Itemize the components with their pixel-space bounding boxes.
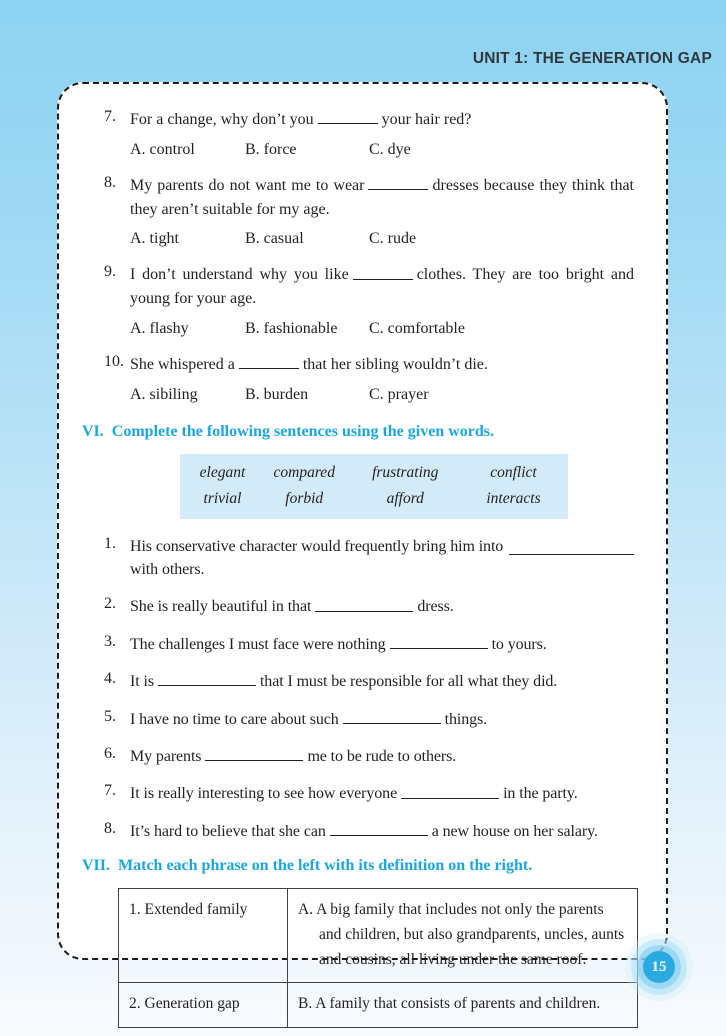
section-title: Match each phrase on the left with its definition on the right.	[118, 857, 533, 875]
phrase-cell: 1. Extended family	[119, 889, 288, 983]
word-bank-item: conflict	[490, 463, 537, 481]
blank-line	[368, 174, 428, 190]
match-table	[118, 888, 638, 1027]
vi-sentence-2	[104, 595, 634, 618]
sentence-number: 7.	[104, 782, 116, 800]
option-a: A. tight	[130, 230, 179, 248]
sentence-number: 2.	[104, 595, 116, 613]
section-vii-heading	[82, 857, 634, 875]
question-number: 7.	[104, 108, 116, 125]
word-bank-item: interacts	[486, 489, 541, 507]
option-a: A. sibiling	[130, 385, 198, 403]
sentence-text-pre: His conservative character would frequently bring him into	[130, 538, 504, 556]
sentence-text-post: that I must be responsible for all what they did.	[259, 673, 558, 691]
sentence-text-post: with others.	[130, 561, 205, 579]
option-c: C. rude	[369, 230, 417, 248]
mc-question-10	[104, 353, 634, 419]
blank-line	[239, 353, 299, 369]
option-b: B. casual	[245, 230, 304, 248]
phrase-cell: 2. Generation gap	[119, 983, 288, 1027]
mc-question-9	[104, 263, 634, 353]
question-text-pre: I don’t understand why you like	[130, 266, 349, 284]
section-vi-heading	[82, 423, 634, 441]
answer-options	[130, 141, 634, 159]
sentence-text-pre: My parents	[130, 748, 202, 766]
sentence-text-pre: It’s hard to believe that she can	[130, 822, 326, 840]
unit-header-title: UNIT 1: THE GENERATION GAP	[472, 50, 712, 67]
option-a: A. flashy	[130, 319, 189, 337]
section-number: VII.	[82, 857, 111, 875]
vi-sentence-5	[104, 708, 634, 731]
table-row	[119, 889, 638, 983]
blank-line	[158, 670, 256, 686]
blank-line	[343, 708, 441, 724]
word-bank-box	[180, 454, 568, 519]
question-text	[130, 108, 634, 132]
blank-line	[353, 263, 413, 279]
word-bank-item: frustrating	[372, 463, 439, 481]
question-text-post: clothes. They are too bright and young for your age.	[130, 266, 635, 308]
option-c: C. dye	[369, 140, 411, 158]
word-bank-item: compared	[273, 463, 335, 481]
question-number: 10.	[104, 352, 124, 370]
question-number: 9.	[104, 263, 116, 281]
page-number-badge: 15	[643, 951, 675, 983]
word-bank-item: forbid	[285, 489, 324, 507]
sentence-text-pre: She is really beautiful in that	[130, 598, 312, 616]
sentence-number: 6.	[104, 744, 116, 762]
blank-line	[205, 745, 303, 761]
blank-line	[509, 535, 634, 555]
blank-line	[330, 820, 428, 836]
sentence-text-post: in the party.	[503, 785, 578, 803]
question-text	[130, 353, 634, 377]
sentence-number: 5.	[104, 707, 116, 725]
question-text	[130, 174, 634, 222]
option-b: B. fashionable	[245, 319, 338, 337]
sentence-number: 8.	[104, 819, 116, 837]
question-text-pre: For a change, why don’t you	[130, 111, 314, 129]
sentence-text-post: dress.	[417, 598, 454, 616]
blank-line	[401, 782, 499, 798]
option-b: B. burden	[245, 385, 309, 403]
sentence-number: 3.	[104, 632, 116, 650]
section-title: Complete the following sentences using the given words.	[111, 422, 494, 440]
vi-sentence-4	[104, 670, 634, 693]
answer-options	[130, 320, 634, 338]
sentence-text-post: things.	[444, 710, 488, 728]
answer-options	[130, 230, 634, 248]
sentence-text-post: me to be rude to others.	[307, 748, 457, 766]
option-c: C. comfortable	[369, 319, 465, 337]
definition-text: A. A big family that includes not only the parents and children, but also grandparents, uncles, aunts and cousins, all living under the same roof.	[298, 901, 625, 969]
question-text-post: that her sibling wouldn’t die.	[302, 356, 488, 374]
question-text-post: dresses because they think that they aren’t suitable for my age.	[130, 177, 634, 218]
sentence-text-pre: It is	[130, 673, 154, 691]
blank-line	[315, 595, 413, 611]
definition-cell	[288, 889, 638, 983]
vi-sentence-8	[104, 820, 634, 843]
mc-question-7	[104, 108, 634, 174]
sentence-text-post: to yours.	[491, 636, 547, 653]
question-text	[130, 263, 634, 311]
question-text-post: your hair red?	[381, 111, 472, 129]
vi-sentence-6	[104, 745, 634, 768]
section-number: VI.	[82, 422, 104, 440]
answer-options	[130, 386, 634, 404]
table-row	[119, 983, 638, 1027]
sentence-text-pre: The challenges I must face were nothing	[130, 636, 386, 653]
vi-sentence-1	[104, 535, 634, 581]
question-text-pre: She whispered a	[130, 356, 235, 374]
mc-question-8	[104, 174, 634, 264]
option-c: C. prayer	[369, 385, 429, 403]
sentence-number: 1.	[104, 535, 116, 553]
sentence-number: 4.	[104, 670, 116, 688]
option-b: B. force	[245, 140, 297, 158]
word-bank-item: afford	[386, 489, 424, 507]
sentence-text-pre: It is really interesting to see how everyone	[130, 785, 398, 803]
word-bank-item: elegant	[199, 463, 246, 481]
vi-sentence-7	[104, 782, 634, 805]
question-number: 8.	[104, 173, 116, 191]
question-text-pre: My parents do not want me to wear	[130, 177, 365, 195]
option-a: A. control	[130, 140, 195, 158]
sentence-text-post: a new house on her salary.	[431, 822, 598, 840]
vi-sentence-3	[104, 633, 634, 656]
sentence-text-pre: I have no time to care about such	[130, 710, 339, 728]
blank-line	[318, 108, 378, 124]
blank-line	[390, 633, 488, 649]
definition-text: B. A family that consists of parents and children.	[298, 995, 601, 1013]
word-bank-item: trivial	[203, 489, 242, 507]
definition-cell	[288, 983, 638, 1027]
